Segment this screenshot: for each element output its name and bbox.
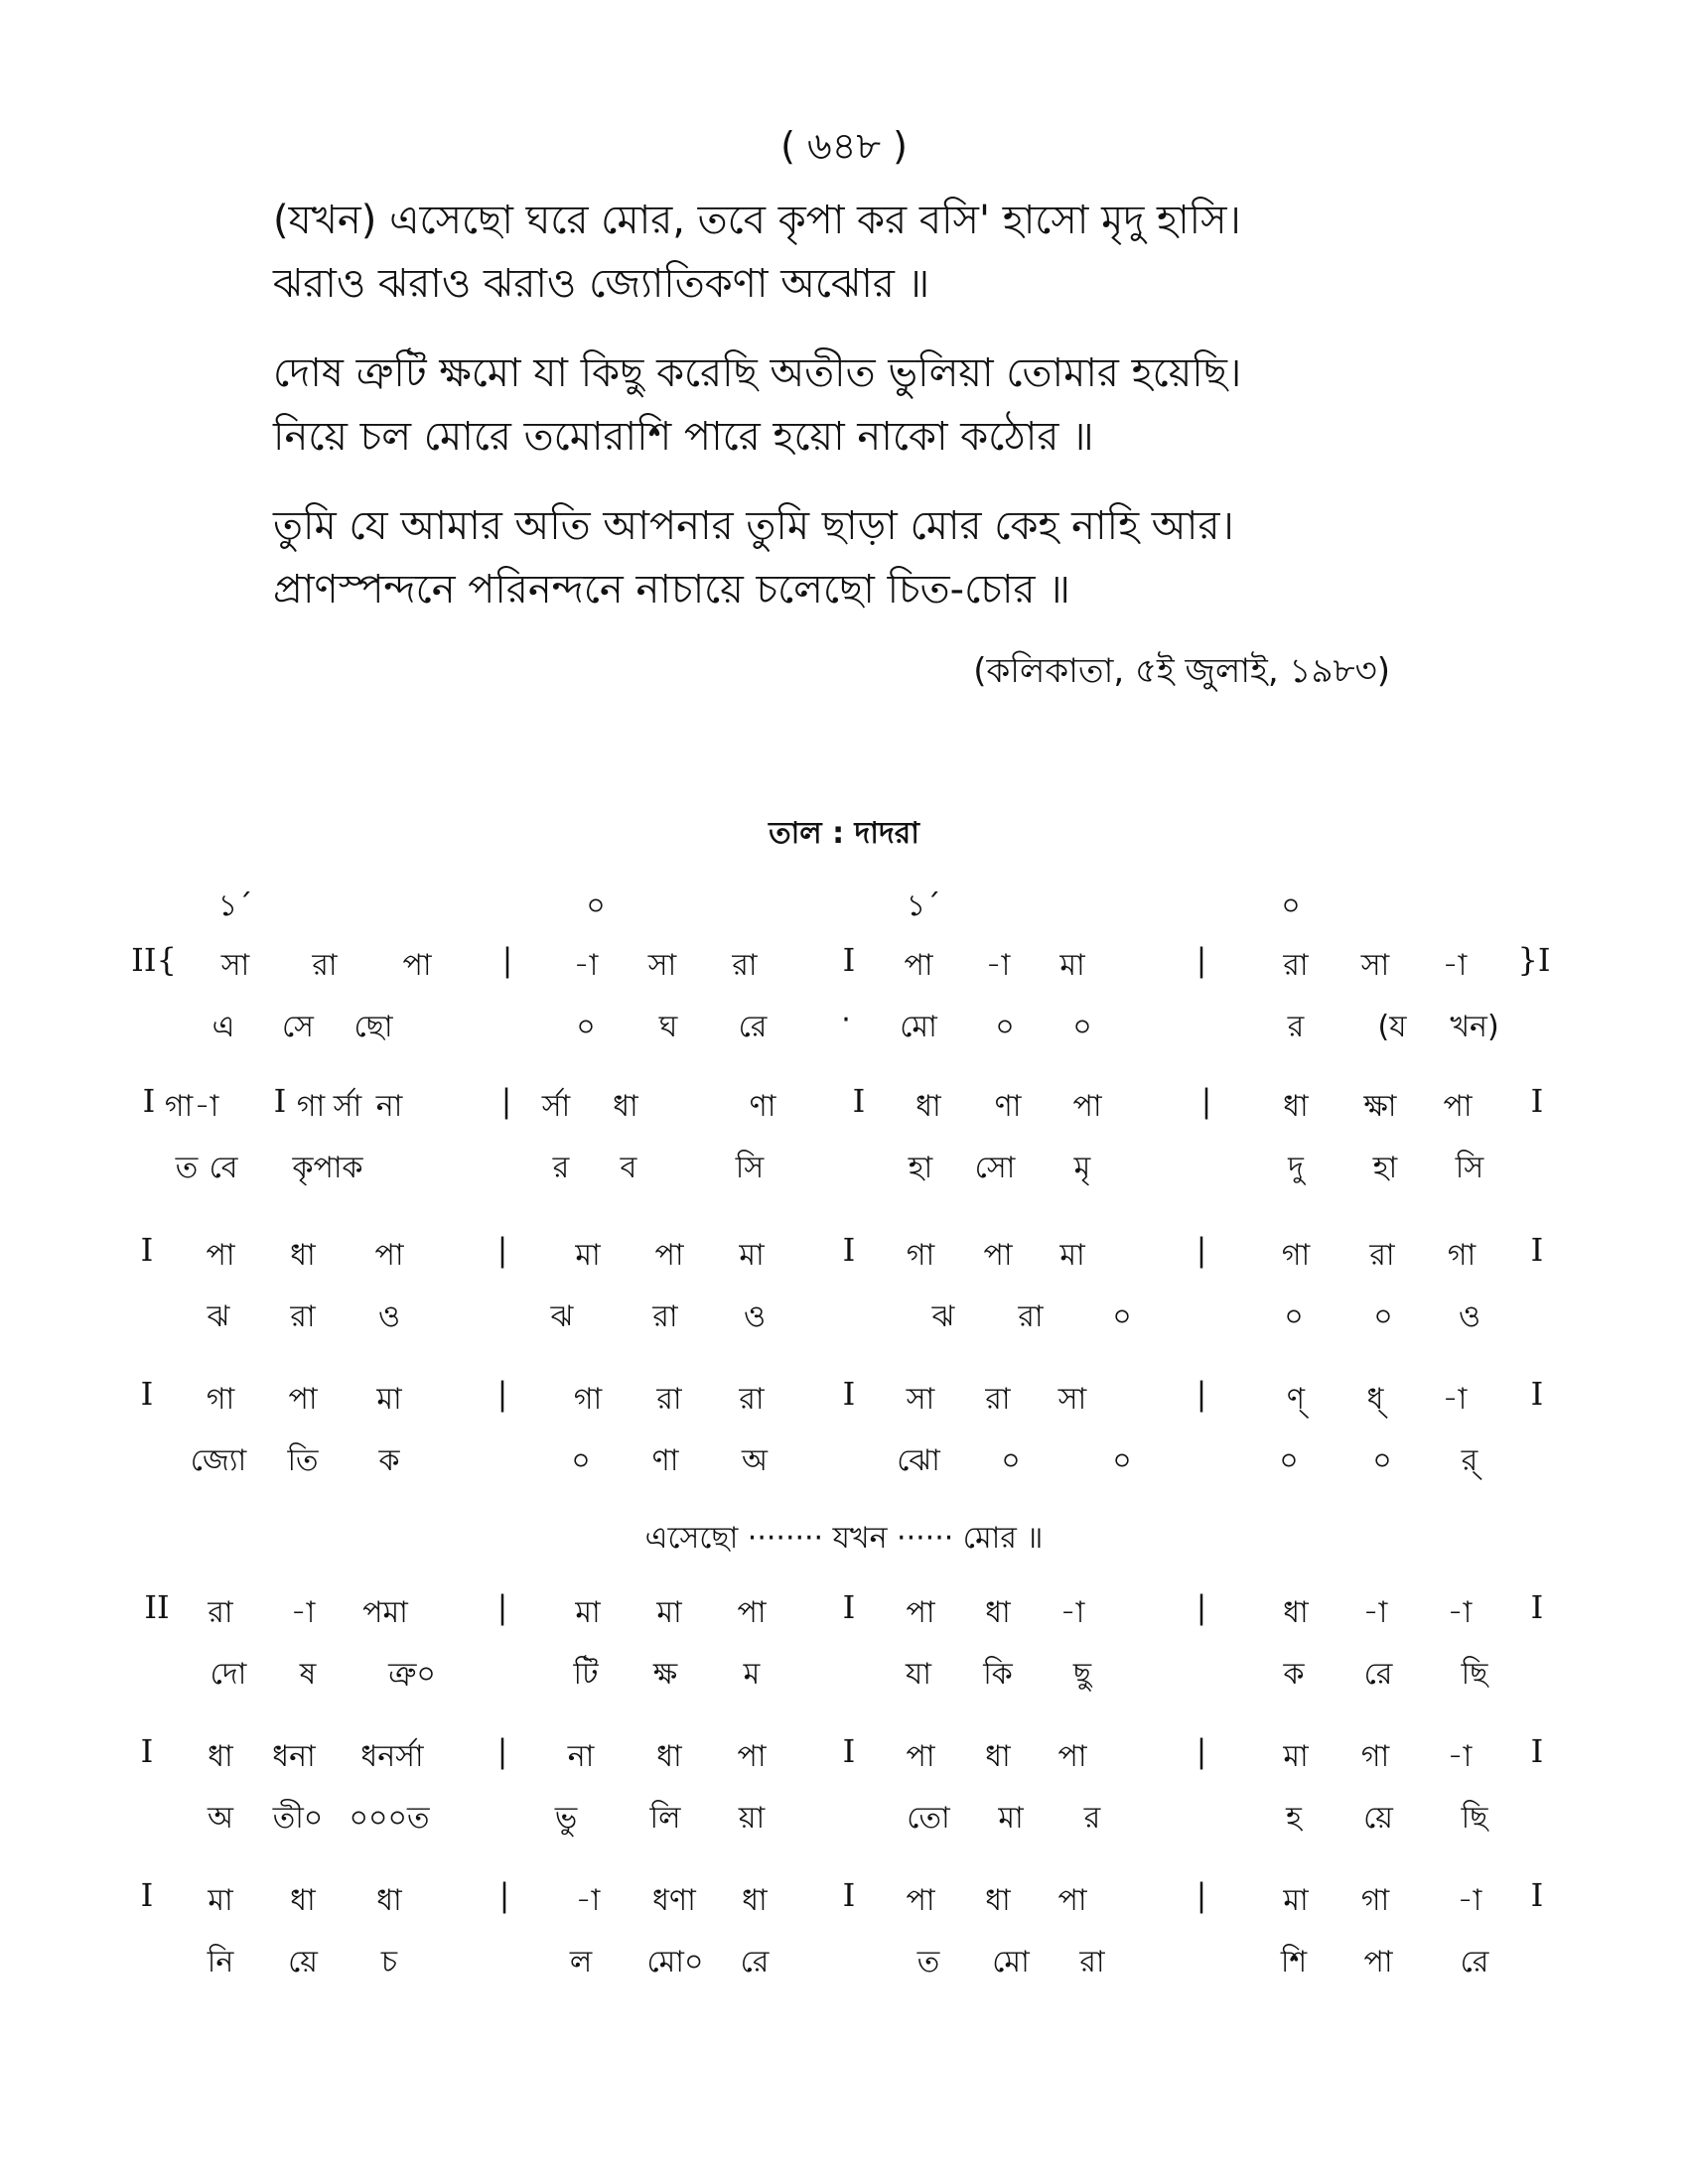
swara-note: গা bbox=[1360, 1739, 1390, 1774]
swara-note: রা bbox=[732, 948, 758, 983]
syllable: ছো bbox=[353, 1010, 393, 1044]
swara-note: সা bbox=[906, 1382, 935, 1417]
bar-line: I bbox=[842, 1231, 856, 1269]
swara-note: ধনর্সা bbox=[360, 1739, 424, 1774]
swara-note: ধা bbox=[742, 1883, 768, 1918]
notation-swara-row bbox=[0, 1231, 1688, 1275]
syllable: ল bbox=[569, 1945, 593, 1979]
notation-swara-row bbox=[0, 1732, 1688, 1776]
swara-note: গা bbox=[164, 1089, 194, 1124]
notation-lyric-row bbox=[0, 1938, 1688, 1981]
bar-line: I bbox=[140, 1876, 154, 1914]
swara-note: গা bbox=[1447, 1238, 1477, 1273]
bar-line: II{ bbox=[131, 941, 177, 979]
syllable: এ bbox=[211, 1010, 235, 1044]
bar-line: I bbox=[140, 1732, 154, 1770]
bar-line: I bbox=[842, 941, 856, 979]
swara-note: মা bbox=[575, 1238, 601, 1273]
syllable: ০ bbox=[1373, 1299, 1393, 1334]
syllable: ও bbox=[1458, 1299, 1481, 1334]
syllable: রা bbox=[1079, 1945, 1105, 1979]
swara-note: গা bbox=[206, 1382, 235, 1417]
swara-note: ধা bbox=[985, 1739, 1011, 1774]
bar-line: | bbox=[1196, 1375, 1207, 1413]
syllable: ক্ষ bbox=[652, 1657, 678, 1692]
swara-note: পা bbox=[402, 948, 432, 983]
swara-note: মা bbox=[376, 1382, 402, 1417]
bar-line: I bbox=[1530, 1732, 1544, 1770]
bar-line: | bbox=[501, 941, 513, 979]
syllable: য়ে bbox=[288, 1945, 318, 1979]
syllable: ষ bbox=[299, 1657, 317, 1692]
syllable: পা bbox=[1363, 1945, 1393, 1979]
tala-marker: ০ bbox=[586, 888, 606, 923]
swara-note: মা bbox=[1059, 948, 1085, 983]
place-date: (কলিকাতা, ৫ই জুলাই, ১৯৮৩) bbox=[973, 651, 1390, 691]
swara-note: র্সা bbox=[333, 1089, 362, 1124]
page-number: ( ৬৪৮ ) bbox=[780, 124, 908, 168]
syllable: ঝ bbox=[550, 1299, 574, 1334]
syllable: দো bbox=[210, 1657, 247, 1692]
swara-note: -া bbox=[573, 948, 599, 983]
bar-line: | bbox=[1196, 1876, 1207, 1914]
syllable: নি bbox=[207, 1945, 234, 1979]
syllable: ০ bbox=[576, 1010, 596, 1044]
swara-note: রা bbox=[985, 1382, 1011, 1417]
syllable: র্ bbox=[1461, 1443, 1478, 1478]
syllable: ০ bbox=[995, 1010, 1015, 1044]
syllable: দু bbox=[1288, 1151, 1304, 1185]
swara-note: গা bbox=[1360, 1883, 1390, 1918]
swara-note: সা bbox=[1360, 948, 1390, 983]
swara-note: পা bbox=[906, 1595, 935, 1630]
lyric-line: প্রাণস্পন্দনে পরিনন্দনে নাচায়ে চলেছো চিত-চোর ॥ bbox=[273, 567, 1070, 613]
syllable: ক bbox=[378, 1443, 400, 1478]
swara-note: ণা bbox=[749, 1089, 776, 1124]
syllable: তী০ bbox=[272, 1801, 324, 1836]
swara-note: -া bbox=[194, 1089, 219, 1124]
swara-note: ধা bbox=[915, 1089, 941, 1124]
syllable: রে bbox=[738, 1010, 768, 1044]
syllable: (য bbox=[1377, 1010, 1407, 1044]
syllable: ভু bbox=[554, 1801, 578, 1836]
syllable: ০০০ত bbox=[349, 1801, 430, 1836]
swara-note: পা bbox=[1072, 1089, 1102, 1124]
syllable: রা bbox=[652, 1299, 678, 1334]
tala-marker: ০ bbox=[1281, 888, 1301, 923]
syllable: ছু bbox=[1072, 1657, 1092, 1692]
bar-line: I bbox=[1530, 1588, 1544, 1626]
notation-swara-row bbox=[0, 1588, 1688, 1632]
notation-lyric-row bbox=[0, 1650, 1688, 1694]
swara-note: পা bbox=[904, 948, 933, 983]
syllable: ম bbox=[743, 1657, 761, 1692]
bar-line: I bbox=[140, 1231, 154, 1269]
swara-note: -া bbox=[1442, 1382, 1468, 1417]
swara-note: ধ্ bbox=[1366, 1382, 1384, 1417]
swara-note: মা bbox=[208, 1883, 233, 1918]
swara-note: ক্ষা bbox=[1363, 1089, 1397, 1124]
tala-marker-row bbox=[0, 882, 1688, 925]
swara-note: ধা bbox=[208, 1739, 233, 1774]
bar-line: I bbox=[273, 1082, 287, 1120]
swara-note: রা bbox=[1283, 948, 1309, 983]
lyric-line: দোষ ত্রুটি ক্ষমো যা কিছু করেছি অতীত ভুলিয়া তোমার হয়েছি। bbox=[273, 350, 1242, 396]
bar-line: I bbox=[842, 1732, 856, 1770]
swara-note: র্সা bbox=[541, 1089, 571, 1124]
syllable: কৃ bbox=[292, 1151, 314, 1185]
swara-note: সা bbox=[220, 948, 250, 983]
bar-line: I bbox=[1530, 1876, 1544, 1914]
syllable: য়ে bbox=[1363, 1801, 1393, 1836]
swara-note: -া bbox=[290, 1595, 316, 1630]
syllable: · bbox=[841, 1003, 851, 1037]
syllable: চ bbox=[380, 1945, 398, 1979]
syllable: সে bbox=[282, 1010, 314, 1044]
syllable: রা bbox=[290, 1299, 316, 1334]
notation-lyric-row bbox=[0, 1794, 1688, 1838]
lyric-line: (যখন) এসেছো ঘরে মোর, তবে কৃপা কর বসি' হাসো মৃদু হাসি। bbox=[273, 198, 1241, 243]
syllable: টি bbox=[573, 1657, 599, 1692]
bar-line: I bbox=[142, 1082, 156, 1120]
swara-note: মা bbox=[575, 1595, 601, 1630]
swara-note: ধা bbox=[613, 1089, 638, 1124]
swara-note: পা bbox=[1443, 1089, 1473, 1124]
syllable: ব bbox=[620, 1151, 637, 1185]
tala-marker: ১´ bbox=[906, 888, 941, 923]
swara-note: মা bbox=[1283, 1883, 1309, 1918]
notation-lyric-row bbox=[0, 1436, 1688, 1480]
swara-note: মা bbox=[1059, 1238, 1085, 1273]
swara-note: পা bbox=[906, 1883, 935, 1918]
swara-note: -া bbox=[1457, 1883, 1482, 1918]
bar-line: I bbox=[852, 1082, 866, 1120]
bar-line: | bbox=[496, 1588, 508, 1626]
swara-note: মা bbox=[739, 1238, 765, 1273]
bar-line: I bbox=[1530, 1375, 1544, 1413]
syllable: রে bbox=[1460, 1945, 1489, 1979]
syllable: তো bbox=[907, 1801, 950, 1836]
syllable: লি bbox=[649, 1801, 681, 1836]
syllable: ছি bbox=[1461, 1657, 1488, 1692]
swara-note: পা bbox=[983, 1238, 1013, 1273]
tala-marker: ১´ bbox=[217, 888, 253, 923]
bar-line: | bbox=[496, 1231, 508, 1269]
swara-note: পা bbox=[288, 1382, 318, 1417]
syllable: তি bbox=[287, 1443, 319, 1478]
syllable: মো০ bbox=[646, 1945, 704, 1979]
notation-swara-row bbox=[0, 1082, 1688, 1126]
syllable: কি bbox=[983, 1657, 1013, 1692]
syllable: ণা bbox=[651, 1443, 679, 1478]
bar-line: I bbox=[140, 1375, 154, 1413]
syllable: খন) bbox=[1450, 1010, 1499, 1044]
syllable: পা bbox=[313, 1151, 343, 1185]
syllable: ক bbox=[342, 1151, 363, 1185]
swara-note: ধা bbox=[985, 1595, 1011, 1630]
swara-note: না bbox=[375, 1089, 403, 1124]
syllable: রে bbox=[1363, 1657, 1393, 1692]
tala-heading: তাল : দাদরা bbox=[769, 816, 919, 851]
bar-line: | bbox=[1200, 1082, 1212, 1120]
syllable: ঘ bbox=[658, 1010, 678, 1044]
syllable: মো bbox=[992, 1945, 1030, 1979]
syllable: ০ bbox=[1372, 1443, 1392, 1478]
swara-note: রা bbox=[208, 1595, 233, 1630]
syllable: সো bbox=[974, 1151, 1016, 1185]
syllable: মো bbox=[900, 1010, 937, 1044]
swara-note: ধা bbox=[656, 1739, 682, 1774]
swara-note: পা bbox=[206, 1238, 235, 1273]
syllable: ও bbox=[743, 1299, 767, 1334]
swara-note: ধা bbox=[290, 1238, 316, 1273]
notation-lyric-row bbox=[0, 1293, 1688, 1336]
swara-note: -া bbox=[1447, 1595, 1473, 1630]
swara-note: পা bbox=[1057, 1739, 1087, 1774]
syllable: ০ bbox=[1112, 1299, 1132, 1334]
bar-line: | bbox=[1196, 1231, 1207, 1269]
swara-note: ধা bbox=[1283, 1595, 1309, 1630]
swara-note: -া bbox=[1059, 1595, 1085, 1630]
swara-note: না bbox=[567, 1739, 595, 1774]
bar-line: | bbox=[496, 1732, 508, 1770]
syllable: ০ bbox=[1001, 1443, 1021, 1478]
syllable: ত bbox=[175, 1151, 199, 1185]
syllable: হা bbox=[908, 1151, 933, 1185]
swara-note: সা bbox=[647, 948, 677, 983]
notation-swara-row bbox=[0, 1375, 1688, 1419]
swara-note: ধণা bbox=[652, 1883, 696, 1918]
swara-note: ধা bbox=[985, 1883, 1011, 1918]
lyric-line: নিয়ে চল মোরে তমোরাশি পারে হয়ো নাকো কঠোর ॥ bbox=[273, 414, 1094, 460]
syllable: সি bbox=[1455, 1151, 1484, 1185]
swara-note: -া bbox=[1447, 1739, 1473, 1774]
syllable: ০ bbox=[1072, 1010, 1092, 1044]
syllable: বে bbox=[209, 1151, 238, 1185]
syllable: জ্যো bbox=[190, 1443, 247, 1478]
swara-note: পমা bbox=[362, 1595, 408, 1630]
syllable: ০ bbox=[1284, 1299, 1304, 1334]
syllable: ঝ bbox=[207, 1299, 230, 1334]
syllable: ত bbox=[916, 1945, 940, 1979]
syllable: সি bbox=[735, 1151, 765, 1185]
bar-line: I bbox=[1530, 1231, 1544, 1269]
syllable: হা bbox=[1372, 1151, 1398, 1185]
syllable: র bbox=[1083, 1801, 1101, 1836]
notation-lyric-row bbox=[0, 1003, 1688, 1046]
syllable: শি bbox=[1280, 1945, 1308, 1979]
swara-note: -া bbox=[575, 1883, 601, 1918]
bar-line: | bbox=[496, 1375, 508, 1413]
syllable: হ bbox=[1286, 1801, 1302, 1836]
swara-note: ণা bbox=[994, 1089, 1022, 1124]
syllable: ০ bbox=[1112, 1443, 1132, 1478]
syllable: ঝো bbox=[897, 1443, 940, 1478]
swara-note: ধনা bbox=[272, 1739, 316, 1774]
swara-note: পা bbox=[737, 1739, 767, 1774]
notation-lyric-row bbox=[0, 1144, 1688, 1187]
syllable: যা bbox=[906, 1657, 931, 1692]
swara-note: গা bbox=[573, 1382, 603, 1417]
bar-line: I bbox=[842, 1375, 856, 1413]
refrain-note: এসেছো ········ যখন ······ মোর ॥ bbox=[644, 1521, 1044, 1556]
syllable: অ bbox=[208, 1801, 233, 1836]
bar-line: I bbox=[1530, 1082, 1544, 1120]
swara-note: গা bbox=[1281, 1238, 1311, 1273]
syllable: য়া bbox=[738, 1801, 766, 1836]
lyric-line: ঝরাও ঝরাও ঝরাও জ্যোতিকণা অঝোর ॥ bbox=[273, 261, 930, 307]
syllable: রা bbox=[1018, 1299, 1044, 1334]
notation-swara-row bbox=[0, 1876, 1688, 1920]
syllable: রে bbox=[740, 1945, 770, 1979]
swara-note: পা bbox=[374, 1238, 404, 1273]
bar-line: I bbox=[842, 1588, 856, 1626]
swara-note: পা bbox=[906, 1739, 935, 1774]
swara-note: ধা bbox=[376, 1883, 402, 1918]
swara-note: পা bbox=[737, 1595, 767, 1630]
swara-note: রা bbox=[656, 1382, 682, 1417]
swara-note: মা bbox=[1283, 1739, 1309, 1774]
syllable: মৃ bbox=[1073, 1151, 1091, 1185]
syllable: র bbox=[552, 1151, 570, 1185]
bar-line: | bbox=[1196, 941, 1207, 979]
bar-line: }I bbox=[1517, 941, 1551, 979]
swara-note: ধা bbox=[1283, 1089, 1309, 1124]
swara-note: রা bbox=[312, 948, 338, 983]
bar-line: | bbox=[1196, 1732, 1207, 1770]
notation-swara-row bbox=[0, 941, 1688, 985]
bar-line: II bbox=[144, 1588, 170, 1626]
syllable: ক bbox=[1283, 1657, 1305, 1692]
syllable: ঝ bbox=[931, 1299, 955, 1334]
syllable: ০ bbox=[1279, 1443, 1299, 1478]
swara-note: -া bbox=[1442, 948, 1468, 983]
swara-note: সা bbox=[1057, 1382, 1087, 1417]
swara-note: পা bbox=[1057, 1883, 1087, 1918]
bar-line: | bbox=[500, 1082, 512, 1120]
swara-note: -া bbox=[985, 948, 1011, 983]
swara-note: মা bbox=[656, 1595, 682, 1630]
bar-line: I bbox=[842, 1876, 856, 1914]
swara-note: ধা bbox=[290, 1883, 316, 1918]
swara-note: -া bbox=[1362, 1595, 1388, 1630]
syllable: ও bbox=[377, 1299, 401, 1334]
syllable: ০ bbox=[571, 1443, 591, 1478]
bar-line: | bbox=[1196, 1588, 1207, 1626]
syllable: ত্রু০ bbox=[388, 1657, 436, 1692]
swara-note: পা bbox=[654, 1238, 684, 1273]
swara-note: গা bbox=[296, 1089, 326, 1124]
syllable: অ bbox=[742, 1443, 768, 1478]
syllable: ছি bbox=[1461, 1801, 1488, 1836]
bar-line: | bbox=[498, 1876, 510, 1914]
syllable: মা bbox=[998, 1801, 1024, 1836]
swara-note: গা bbox=[906, 1238, 935, 1273]
swara-note: ণ্ bbox=[1286, 1382, 1306, 1417]
syllable: র bbox=[1287, 1010, 1305, 1044]
swara-note: রা bbox=[739, 1382, 765, 1417]
lyric-line: তুমি যে আমার অতি আপনার তুমি ছাড়া মোর কেহ নাহি আর। bbox=[273, 503, 1234, 549]
swara-note: রা bbox=[1369, 1238, 1395, 1273]
